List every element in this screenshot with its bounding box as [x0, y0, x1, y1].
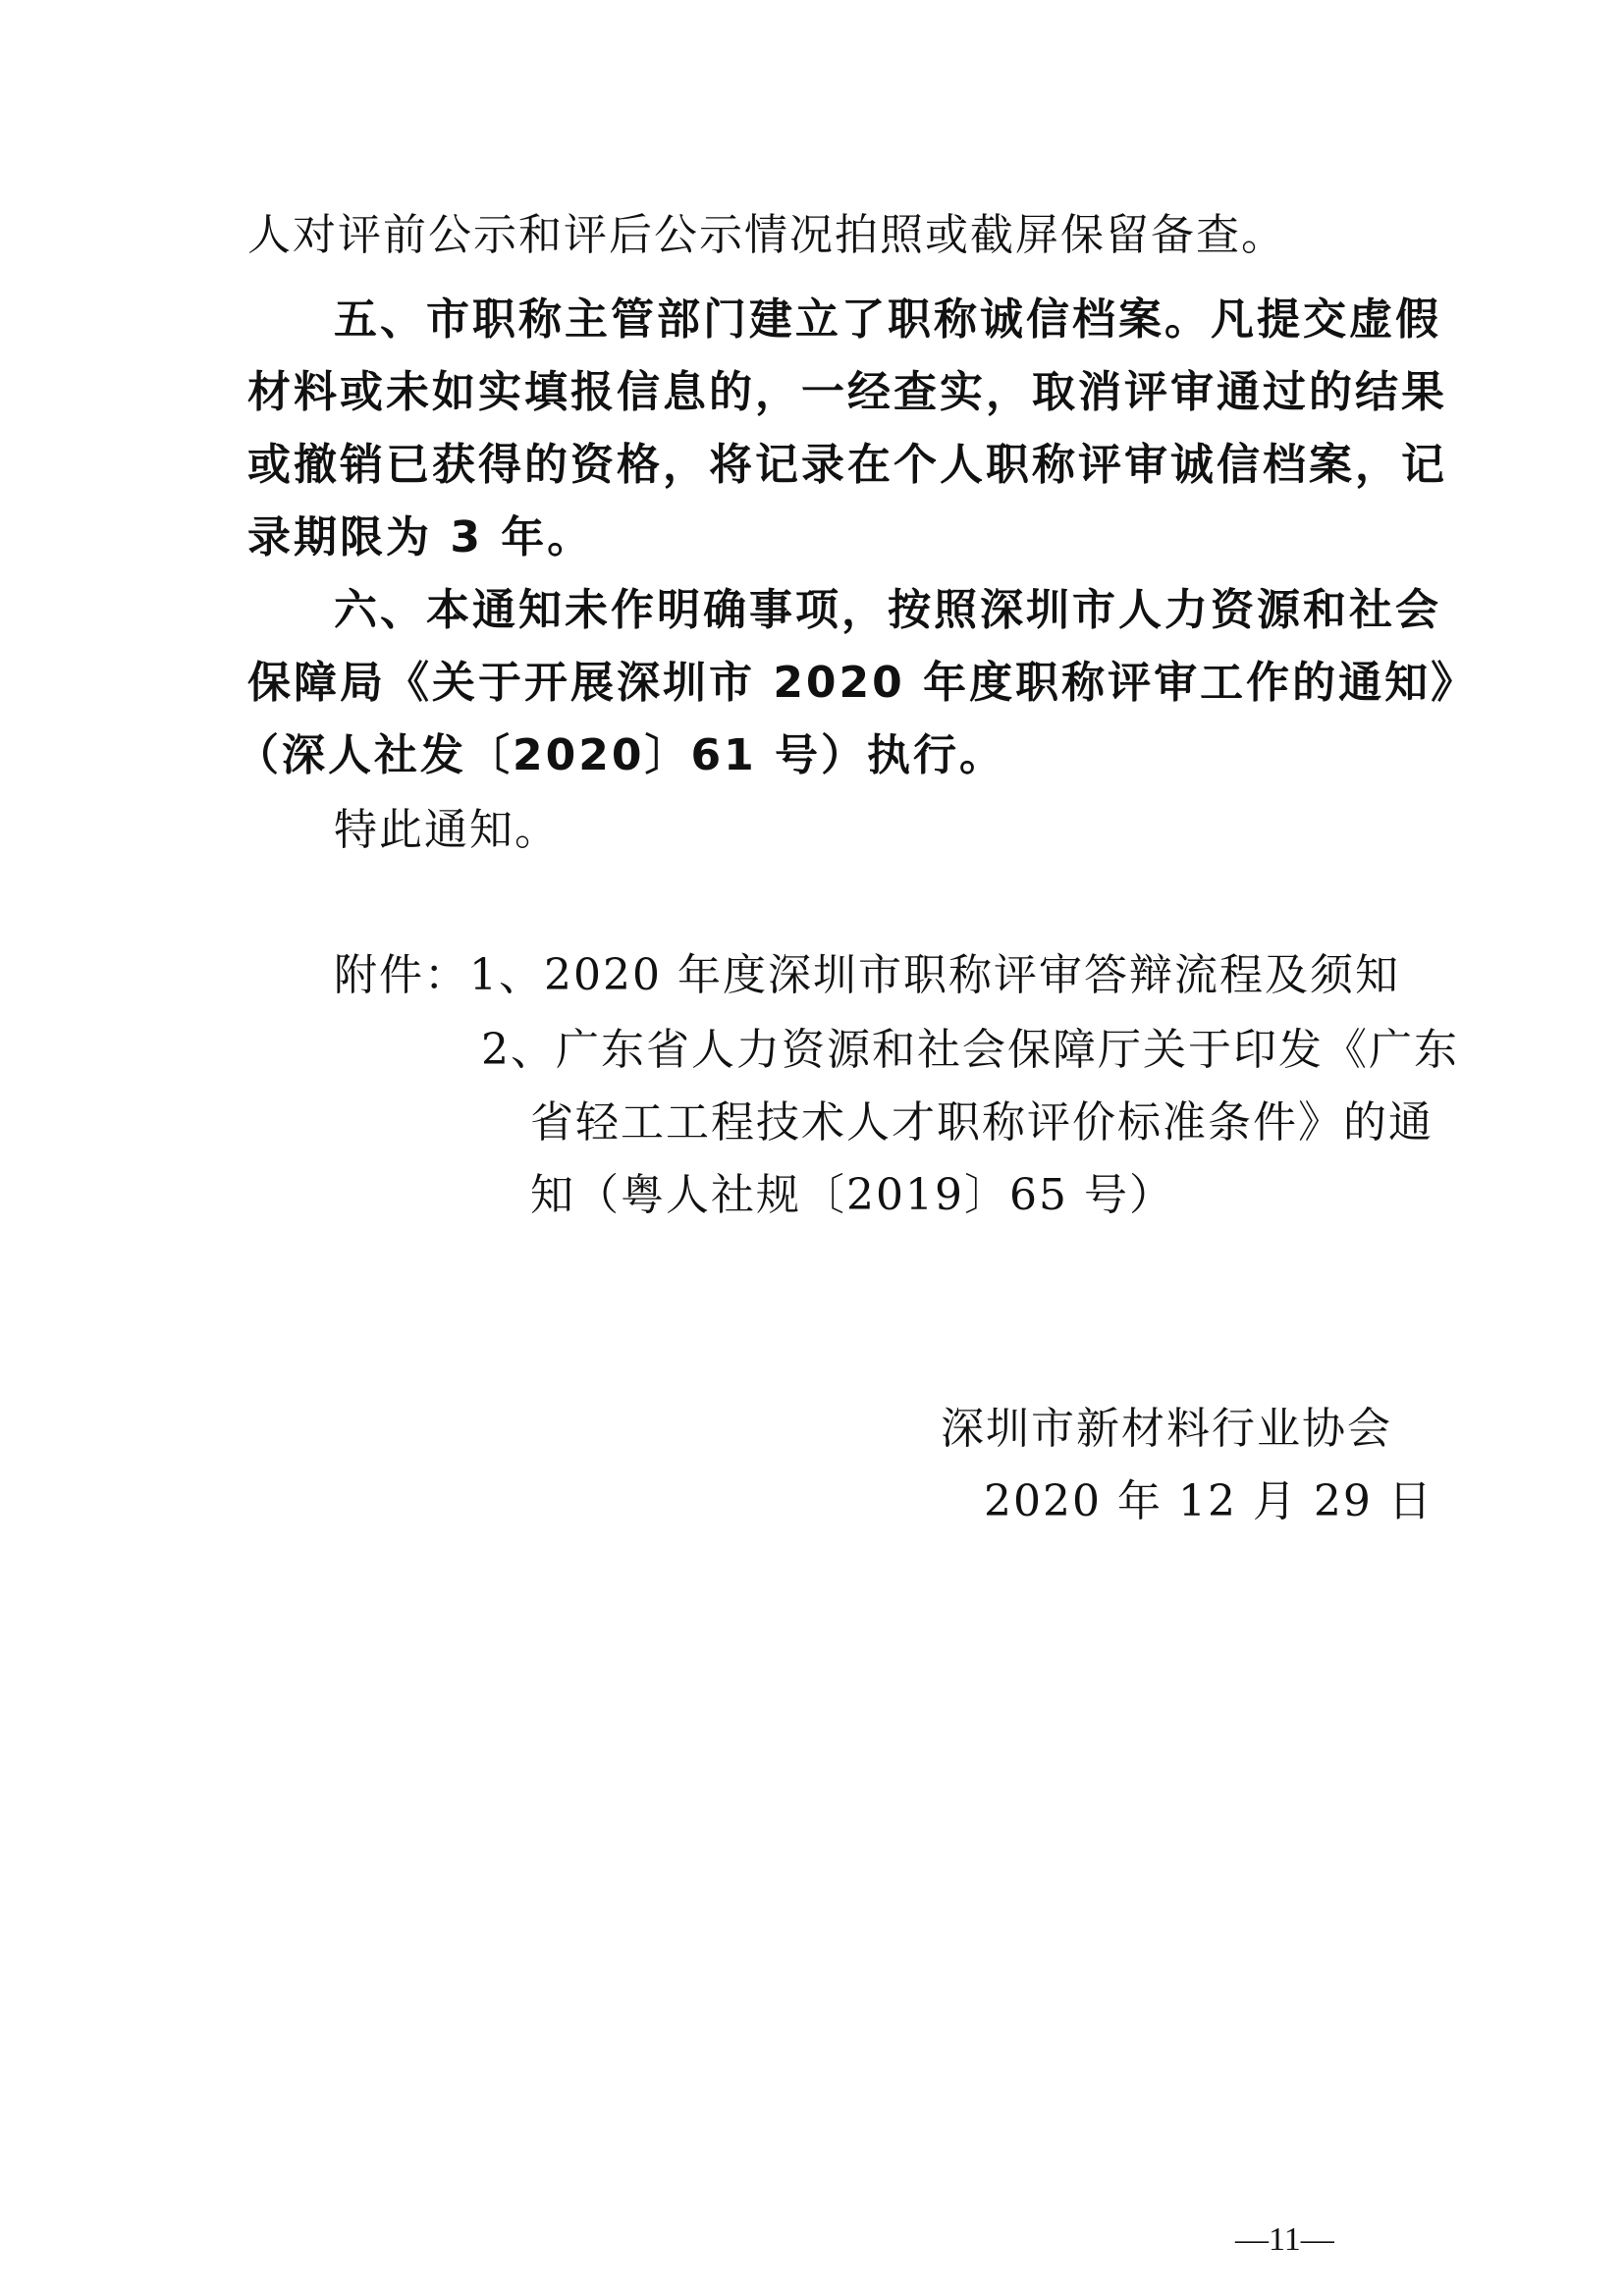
para5-line2: 材料或未如实填报信息的，一经查实，取消评审通过的结果: [247, 367, 1447, 417]
para5-line4: 录期限为 3 年。: [247, 512, 594, 562]
para6-line1: 六、本通知未作明确事项，按照深圳市人力资源和社会: [334, 585, 1441, 635]
para6-line3: （深人社发〔2020〕61 号）执行。: [236, 730, 1006, 780]
para5-line1: 五、市职称主管部门建立了职称诚信档案。凡提交虚假: [334, 294, 1441, 345]
signature-org: 深圳市新材料行业协会: [941, 1404, 1392, 1454]
body-line-continuation: 人对评前公示和评后公示情况拍照或截屏保留备查。: [247, 210, 1286, 260]
closing-line: 特此通知。: [334, 805, 560, 855]
attachment-2-line3: 知（粤人社规〔2019〕65 号）: [530, 1170, 1174, 1220]
para5-line3: 或撤销已获得的资格，将记录在个人职称评审诚信档案，记: [247, 440, 1447, 490]
attachment-2-line1: 2、广东省人力资源和社会保障厅关于印发《广东: [481, 1025, 1459, 1075]
attachment-1: 附件：1、2020 年度深圳市职称评审答辩流程及须知: [334, 950, 1400, 1000]
signature-date: 2020 年 12 月 29 日: [984, 1476, 1434, 1526]
para6-line2: 保障局《关于开展深圳市 2020 年度职称评审工作的通知》: [247, 658, 1478, 708]
page-number: —11—: [1235, 2221, 1334, 2258]
attachment-2-line2: 省轻工工程技术人才职称评价标准条件》的通: [530, 1097, 1434, 1148]
